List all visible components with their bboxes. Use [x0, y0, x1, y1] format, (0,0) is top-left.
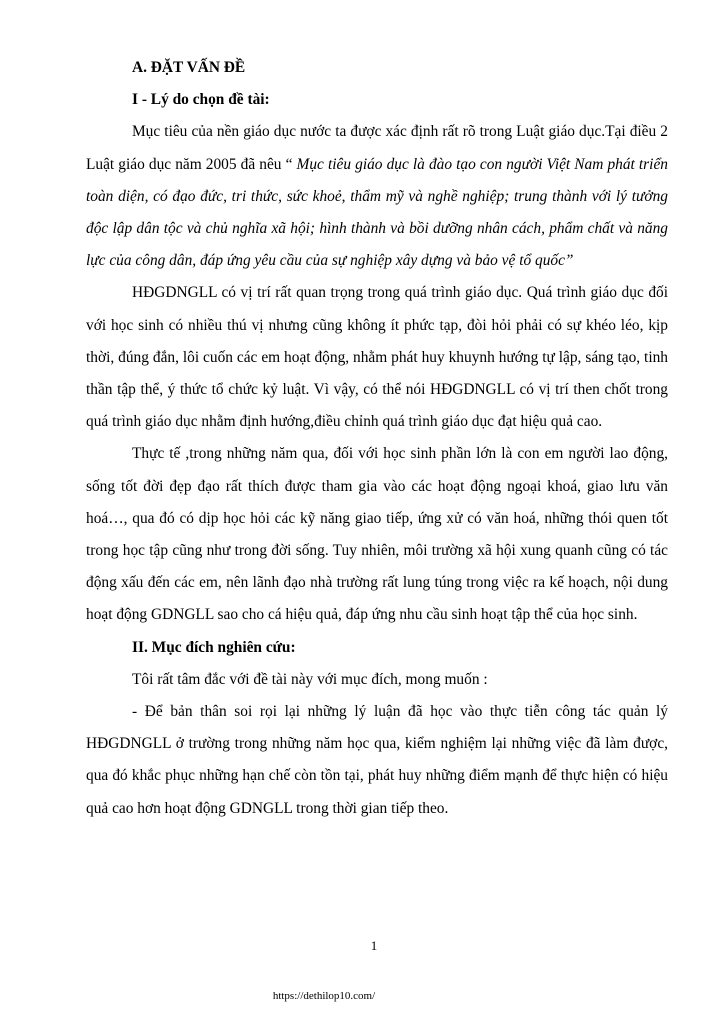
- paragraph-goals-quote: Mục tiêu giáo dục là đào tạo con người Việt Nam phát triển toàn diện, có đạo đức, tri thức, sức khoẻ, thẩm mỹ và nghề nghiệp; trung thành với lý tưởng độc lập dân tộc và chủ nghĩa xã hội; hình thành và bồi dưỡng nhân cách, phẩm chất và năng lực của công dân, đáp ứng yêu cầu của sự nghiệp xây dựng và bảo vệ tổ quốc”: [86, 155, 668, 270]
- subsection-heading-reason: I - Lý do chọn đề tài:: [132, 91, 270, 109]
- paragraph-purpose-detail: - Để bản thân soi rọi lại những lý luận đã học vào thực tiễn công tác quản lý HĐGDNGLL ở trường trong những năm học qua, kiểm nghiệm lại những việc đã làm được, qua đó khắc phục những hạn chế còn tồn tại, phát huy những điểm mạnh để thực hiện có hiệu quả cao hơn hoạt động GDNGLL trong thời gian tiếp theo.: [86, 703, 668, 817]
- subsection-heading-purpose: II. Mục đích nghiên cứu:: [132, 638, 296, 656]
- section-heading-a: A. ĐẶT VẤN ĐỀ: [132, 59, 246, 76]
- paragraph-purpose-intro: Tôi rất tâm đắc với đề tài này với mục đích, mong muốn :: [132, 670, 488, 688]
- footer-url[interactable]: https://dethilop10.com/: [272, 990, 376, 1002]
- document-body: [86, 52, 668, 825]
- paragraph-reality: Thực tế ,trong những năm qua, đối với học sinh phần lớn là con em người lao động, sống tốt đời đẹp đạo rất thích được tham gia vào các hoạt động ngoại khoá, giao lưu văn hoá…, qua đó có dịp học hỏi các kỹ năng giao tiếp, ứng xử có văn hoá, những thói quen tốt trong học tập cũng như trong đời sống. Tuy nhiên, môi trường xã hội xung quanh cũng có tác động xấu đến các em, nên lãnh đạo nhà trường rất lung túng trong việc ra kế hoạch, nội dung hoạt động GDNGLL sao cho cá hiệu quả, đáp ứng nhu cầu sinh hoạt tập thể của học sinh.: [86, 445, 668, 624]
- paragraph-goals-text: Mục tiêu của nền giáo dục nước ta được xác định rất rõ trong Luật giáo dục.Tại điều 2 Luật giáo dục năm 2005 đã nêu “: [86, 123, 668, 173]
- page-number: 1: [370, 938, 378, 953]
- paragraph-goals: [86, 116, 668, 277]
- paragraph-role: HĐGDNGLL có vị trí rất quan trọng trong quá trình giáo dục. Quá trình giáo dục đối với học sinh có nhiều thú vị nhưng cũng không ít phức tạp, đòi hỏi phải có sự khéo léo, kịp thời, đúng đắn, lôi cuốn các em hoạt động, nhằm phát huy khuynh hướng tự lập, sáng tạo, tinh thần tập thể, ý thức tổ chức kỷ luật. Vì vậy, có thể nói HĐGDNGLL có vị trí then chốt trong quá trình giáo dục nhằm định hướng,điều chỉnh quá trình giáo dục đạt hiệu quả cao.: [86, 284, 668, 431]
